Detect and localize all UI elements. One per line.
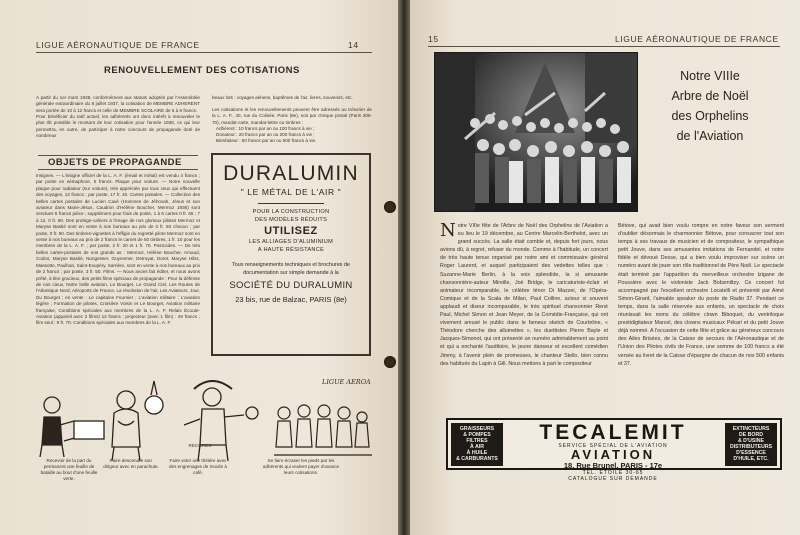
cotisations-paragraph-4: Les cotisations et les renouvellements peuvent être adressés au trésorier de la L. A. F., 40, rue du Colisée, Paris (8e), soit par chèque postal (Paris 306-70), mandat-carte, mandat-lettre ou timbres : [212,107,372,125]
cartoon-1 [40,397,104,457]
right-box-line: DE BORD [739,432,763,438]
ad-utilisez: UTILISEZ [264,225,318,237]
headline-line-2: Arbre de Noël [671,89,749,103]
cartoon-4 [274,405,372,455]
headline-line-4: de l'Aviation [676,129,744,143]
cartoon-2 [112,381,163,461]
left-box-line: FILTRES [466,438,488,444]
section-title: RENOUVELLEMENT DES COTISATIONS [104,65,300,76]
caption-3: Faire voler une théière avec des engrenages de moulin à café. [169,458,227,475]
cartoon-3 [184,381,258,461]
cartoon-strip [34,375,374,470]
ad-catalogue: CATALOGUE SUR DEMANDE [568,476,658,482]
rate-donateur: Donateur : 20 francs par an ou 200 francs à vie ; [216,132,315,137]
rate-bienfaiteur: Bienfaiteur : 50 francs par an ou 500 francs à vie. [216,138,317,143]
objets-rule-bottom [38,169,198,170]
cotisations-paragraph-3: beaux lots : voyages aériens, baptêmes de l'air, livres, souvenirs, etc. [212,95,353,100]
ad-brand: TECALEMIT [539,421,687,444]
photo-illustration [435,53,638,212]
ad-left-box [451,423,503,466]
drop-cap: N [440,222,456,241]
ad-tiny-label: SERVICE SPÉCIAL DE L'AVIATION [558,443,668,449]
right-box-line: DISTRIBUTEURS [729,444,773,450]
ad-address: 18, Rue Brunel, PARIS - 17e [563,461,663,470]
ad-line-4: A HAUTE RÉSISTANCE [257,247,325,253]
article-column-2: Bétove, qui avait bien voulu rompre en notre faveur son serment d'oublier désormais le charmonnier Bétove, pour consacrer tout son temps à ses travaux de musicien et de compositeur, le sympathique petit Jouve, dans ses amusantes imitations de Fernandel, et notre fidèle et dévoué Desse, qui a bien voulu improviser sur scène un numéro avant de jouer son rôle traditionnel de Père Noël. Le spectacle était terminé par l'apparition du merveilleux orchestre tzigane de Poussière avec le violoniste Jack Bobsmiltzy. Ce concert fut accompagné par l'excellent orchestre Locatelli et présenté par Aimé Simon-Girard, l'aimable speaker du poste de Radio 37. Pendant ce temps, dans la salle réservée aux enfants, un spectacle de choix réunissait les noms du célèbre clown Biboquet, du ventriloque prestidigitateur Marcel, des clowns musicaux Pékari et du petit Jouve déjà nommé. A l'occasion de cette fête et grâce au généreux concours des Ailes Brisées, de la Caisse de secours de l'Aéronautique et de l'Union des Pilotes civils de France, une somme de 100 francs a été versée au livret de la Caisse d'épargne de chacun de nos 500 enfants et 37. [618,223,784,367]
cotisations-paragraph-1: A partir du 1er mars 1938, conformément aux statuts adoptés par l'Assemblée générale extraordinaire du 8 juillet 1937, la cotisation de MEMBRE ADHERENT sera portée de 10 à 12 francs et celle de MEMBRE SCOLAIRE de 5 à 6 francs. [36,95,200,113]
binding-hole [384,356,396,368]
caption-4: Se faire écraser les pieds par les adhérents qui veulent payer d'avance leurs cotisations. [262,458,340,475]
ad-line-2: DES MODÈLES RÉDUITS [254,217,328,223]
running-head: LIGUE AÉRONAUTIQUE DE FRANCE [615,34,779,44]
right-box-line: EXTINCTEURS [732,426,770,432]
header-rule [36,52,372,53]
running-head: LIGUE AÉRONAUTIQUE DE FRANCE [36,40,200,50]
left-box-line: & POMPES [463,432,491,438]
left-box-line: À AIR [470,444,484,450]
article-col1-text: otre VIIIe fête de l'Arbre de Noël des Orphelins de l'Aviation a eu lieu le 19 décembre, au Centre Marcelin-Berthelot, avec un grand succès. La salle était comble et, depuis fort jours, nous avions dû, à regret, refuser du monde. Comme à l'habitude, un concert de très haute tenue organisé par notre ami et commissaire général Roger Laurent, et auquel participaient des vedettes telles que : Suzanne-Marie Berlin, à la voix splendide, la si amusante chansonnière-auteur Mireille, Joë Bridge, le caricaturiste-éclair et animateur incomparable, le célèbre ténor Di Mazzei, de l'Opéra-Comique et de la Scala de Milan, Paul Colline, acteur si souvent applaudi et diseur incomparable, le très spirituel chansonnier René Paul, Michel Simon et Jean Meyer, de la Comédie-Française, qui ont vivement amusé le public dans le fameux sketch de Courteline, « Théodore cherche des allumettes », les duettistes Pierre Bayle et Jacques-Simonot, qui ont présenté un numéro admirablement au point et qui a enchanté l'auditoire, le jeune danseur et excellent comédien Jimmy, à l'avenir plein de promesses, le chanteur Stello, bien connu des habitués du Lapin à Gill. Nous mettons à part le compositeur [440,223,608,367]
book-gutter [398,0,410,535]
binding-hole [384,201,396,213]
right-box-line: & D'USINE [737,438,765,444]
ad-tech-info: Tous renseignements techniques et brochures de documentation sur simple demande à la [232,262,350,276]
ad-telephone: TÉL. ÉTOILE 30-65 [582,470,644,476]
records-label: RECORDS [188,443,212,448]
ad-brand: DURALUMIN [223,162,359,185]
ad-line-1: POUR LA CONSTRUCTION [252,209,330,215]
right-box-line: D'ESSENCE [736,450,766,456]
objets-rule-top [38,155,198,156]
left-page [0,0,398,535]
headline-line-1: Notre VIIIe [680,69,740,83]
duralumin-advertisement [211,153,371,356]
left-box-line: À HUILE [466,450,488,456]
ad-company: SOCIÉTÉ DU DURALUMIN [229,280,353,291]
article-column-1 [440,222,608,410]
christmas-party-photo [434,52,638,212]
objets-text: Insignes. — L'insigne officiel de la L. A. F. (émail et métal) est vendu 4 francs ; par poste en sémaphore, 5 francs. Plaque pour voiture. — Notre nouvelle plaque pour radiateur (sur voiture), très appréciée par tous ceux qui effectuent des voyages, 13 francs ; par poste, 17 fr. 40. Cartes postales. — Collection des belles cartes postales de Lucien Cavé (Hommes de Jéhovah, Jésus et son aviateur dans Marie-Jésus, Caudron d'Hélène Boucher, Mermoz 1936) sont vendues 5 francs pièce ; supplément pour frais de poste, 1 à 6 cartes 0 fr. 65 ; 7 à 12, 0 fr. 90. Des protège-cahiers à l'image de nos glorieux pilotes Mermoz et Maryse Bastié sont en vente à nos bureaux au prix de 0 fr. 60 chacun ; par poste, 0 fr. 90. Des timbres-vignettes à l'effigie du regretté pilote Mermoz sont en vente à nos bureaux au prix de 2 francs le carnet de 50 timbres, 1 fr. 10 pour les membres de la L. A. F. ; par poste, 2 fr. 20 et 1 fr. 70. Postcodes. — De très belles cartes-postales de nos grands as : Mermoz, Hélène Boucher, Arnaud, Codos, Maryse Bastié, Nungesser, Guynemer, Detroyat, Doret, Maryse Hilsz, Massotte, Paulhan, Saint-Exupéry, Sarrière, sont en vente à nos bureaux au prix de 2 francs ; par poste, 3 fr. 50. Films. — Nous avons fait éditer, et nous avons prêté, à titre gracieux, des petits films spéciaux de propagande : Pour la défense de nos cieux, Notre belle aviation, Le Bourget, Le Grand Ciel, Les Routes de l'Atlantique Nord, Aéroports de France, La révolution de l'air, Les Aviateurs, Jour, Du Bourget ; en vente : Le capitaine Fournier ; L'aviation militaire ; L'aviation légère ; Formation de pilotes, Croisière Voisin et Le Bourget, Aviation militaire française, Conditions spéciales aux membres de la L. A. F. Relais Écoute-Aviation (appareil avec 2 films) 12 francs ; projecteur (avec 1 film) : 49 francs ; film seul : 9 fr. 70. Conditions spéciales aux membres de la L. A. F. [36,173,200,326]
cotisations-paragraph-2: Pour bénéficier du tarif actuel, les adhérents ont donc intérêt à renouveler le plus tôt possible le montant de leur cotisation pour l'année 1938, ce qui leur permettra, en outre, de participer à notre concours de propagande doté de nombreux [36,114,200,139]
cartoon-signature: LIGUE AEROA [322,378,371,386]
tecalemit-advertisement [446,418,782,482]
objets-title: OBJETS DE PROPAGANDE [48,157,182,168]
header-rule [428,46,780,47]
ad-separator [258,203,324,204]
caption-1: Recevoir de la part du permanent une feuille de bataille au bout d'une feuille verte. [40,458,98,481]
ad-center [508,420,718,482]
ad-brand-sub: AVIATION [570,447,656,462]
rate-adherent: Adhérent : 10 francs par an ou 100 francs à vie ; [216,126,315,131]
page-number: 15 [428,34,439,44]
right-box-line: D'HUILE, ETC. [733,456,769,462]
ad-line-3: LES ALLIAGES D'ALUMINIUM [248,239,334,245]
ad-tagline: " LE MÉTAL DE L'AIR " [240,187,342,197]
ad-address: 23 bis, rue de Balzac, PARIS (8e) [235,295,347,304]
article-headline [645,66,775,146]
ad-right-box [725,423,777,466]
page-number: 14 [348,40,359,50]
left-box-line: GRAISSEURS [459,426,495,432]
left-box-line: & CARBURANTS [456,456,498,462]
caption-2: Faire descendre son dirigeur avec en parachute. [103,458,159,469]
headline-line-3: des Orphelins [671,109,749,123]
